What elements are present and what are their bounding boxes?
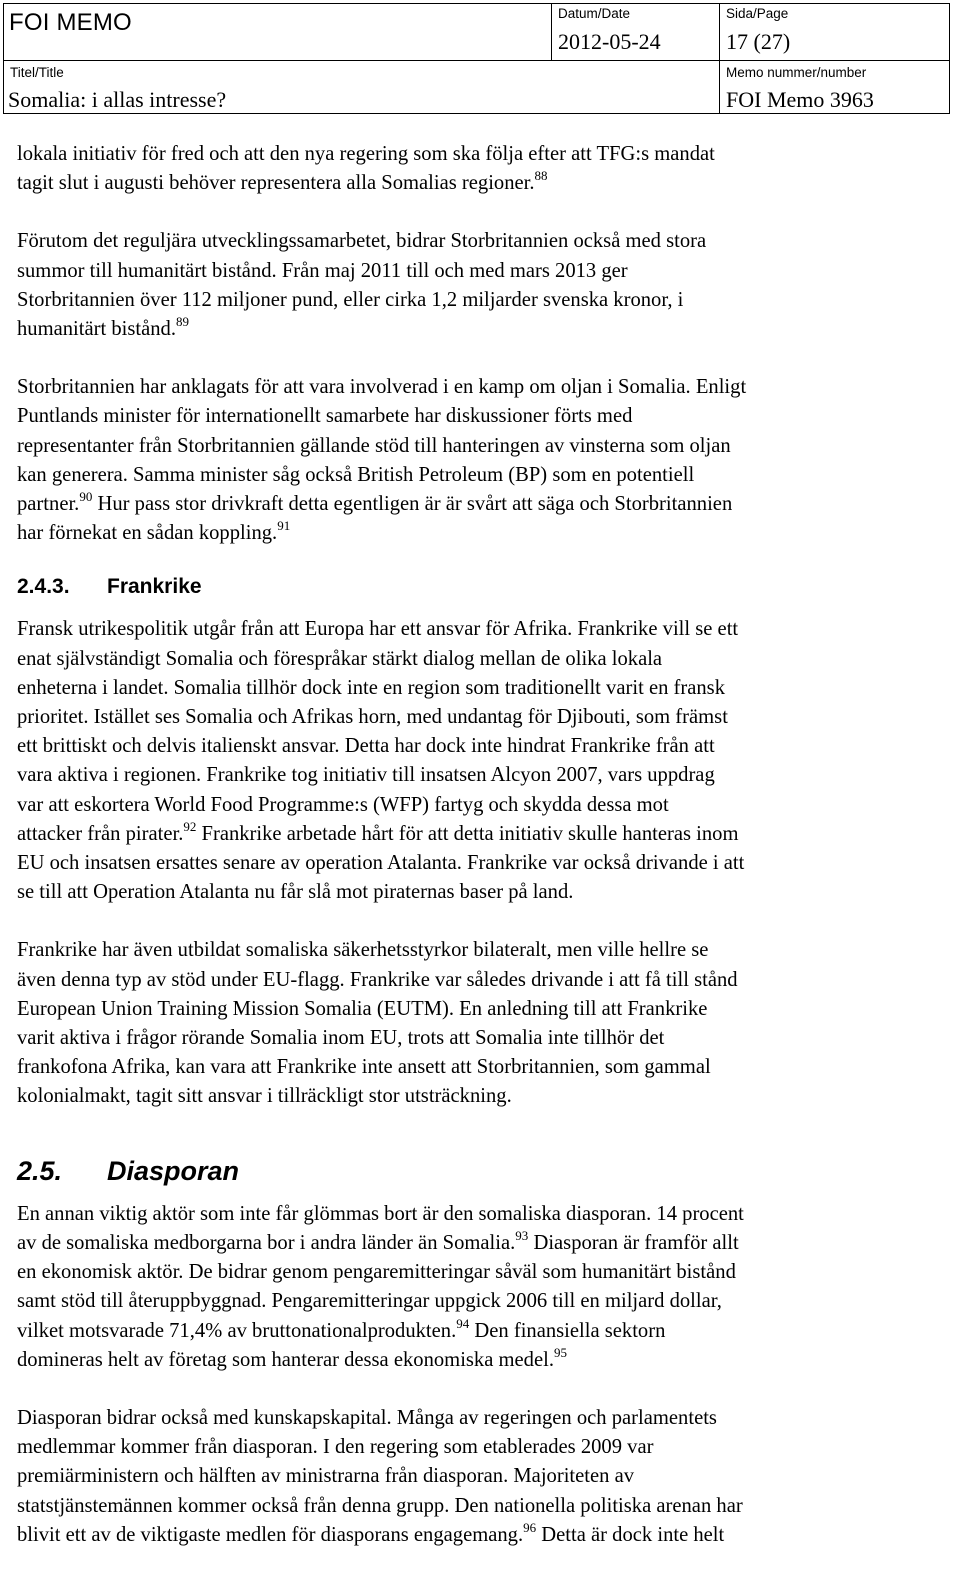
footnote-ref[interactable]: 94 <box>456 1315 470 1331</box>
paragraph-text: Storbritannien har anklagats för att vara involverad i en kamp om oljan i Somalia. Enligt Puntlands minister för internationellt samarbete har diskussioner förts med representanter från Storbritannien gällande stöd till hanteringen av vinsterna som oljan kan generera. Samma minister såg också British Petroleum (BP) som en potentiell partner. <box>17 376 747 516</box>
footnote-ref[interactable]: 90 <box>79 489 93 505</box>
paragraph <box>17 373 942 548</box>
section-number: 2.4.3. <box>17 575 70 599</box>
footnote-ref[interactable]: 93 <box>515 1227 529 1243</box>
date-label: Datum/Date <box>558 6 631 21</box>
paragraph-text: En annan viktig aktör som inte får glömmas bort är den somaliska diasporan. 14 procent av de somaliska medborgarna bor i andra länder än Somalia. <box>17 1202 744 1254</box>
paragraph <box>17 140 942 198</box>
section-number: 2.5. <box>17 1155 63 1186</box>
page-value: 17 (27) <box>726 29 791 54</box>
document-body <box>17 140 942 1550</box>
header-page-cell <box>719 4 949 60</box>
header-title-cell <box>4 60 719 113</box>
paragraph <box>17 936 942 1111</box>
footnote-ref[interactable]: 89 <box>176 314 189 330</box>
paragraph-text: Diasporan är framför allt en ekonomisk aktör. De bidrar genom pengaremitteringar såväl som humanitärt bistånd samt stöd till återuppbyggnad. Pengaremitteringar uppgick 2006 till en miljard dollar, vilket motsvarade 71,4% av bruttonationalprodukten. <box>17 1231 739 1342</box>
paragraph-text: Hur pass stor drivkraft detta egentligen är är svårt att säga och Storbritannien har förnekat en sådan koppling. <box>17 493 733 545</box>
paragraph <box>17 1404 942 1550</box>
section-title: Frankrike <box>107 575 202 599</box>
header-memo-cell <box>719 60 949 113</box>
paragraph-text: Förutom det reguljära utvecklingssamarbetet, bidrar Storbritannien också med stora summor till humanitärt bistånd. Från maj 2011 till och med mars 2013 ger Storbritannien över 112 miljoner pund, eller cirka 1,2 miljarder svenska kronor, i humanitärt bistånd. <box>17 230 707 341</box>
header-org-cell <box>4 4 551 60</box>
page-label: Sida/Page <box>726 6 789 21</box>
section-title: Diasporan <box>107 1155 240 1186</box>
title-value: Somalia: i allas intresse? <box>8 87 227 112</box>
paragraph <box>17 1200 942 1375</box>
paragraph-text: Diasporan bidrar också med kunskapskapital. Många av regeringen och parlamentets medlemmar kommer från diasporan. I den regering som etablerades 2009 var premiärministern och hälften av ministrarna från diasporan. Majoriteten av statstjänstemännen kommer också från denna grupp. Den nationella politiska arenan har blivit ett av de viktigaste medlen för diasporans engagemang. <box>17 1406 743 1546</box>
memo-header <box>3 3 950 114</box>
footnote-ref[interactable]: 96 <box>523 1519 537 1535</box>
footnote-ref[interactable]: 95 <box>553 1344 567 1360</box>
paragraph <box>17 615 942 907</box>
paragraph-text: Detta är dock inte helt <box>536 1523 725 1546</box>
memo-number: FOI Memo 3963 <box>726 87 874 112</box>
footnote-ref[interactable]: 92 <box>183 818 197 834</box>
section-heading-frankrike <box>17 572 942 601</box>
paragraph-text: lokala initiativ för fred och att den nya regering som ska följa efter att TFG:s mandat tagit slut i augusti behöver representera alla Somalias regioner. <box>17 143 715 195</box>
org-name: FOI MEMO <box>9 9 132 36</box>
title-label: Titel/Title <box>10 65 64 80</box>
paragraph-text: Frankrike har även utbildat somaliska säkerhetsstyrkor bilateralt, men ville hellre se även denna typ av stöd under EU-flagg. Frankrike var således drivande i att få till stånd European Union Training Mission Somalia (EUTM). En anledning till att Frankrike varit aktiva i frågor rörande Somalia inom EU, trots att Somalia inte tillhör det frankofona Afrika, kan vara att Frankrike inte ansett att Storbritannien, som gammal kolonialmakt, tagit sitt ansvar i tillräckligt stor utsträckning. <box>17 939 738 1108</box>
footnote-ref[interactable]: 91 <box>277 518 291 534</box>
section-heading-diasporan <box>17 1154 942 1188</box>
paragraph-text: Den finansiella sektorn domineras helt av företag som hanterar dessa ekonomiska medel. <box>17 1319 666 1371</box>
paragraph-text: Frankrike arbetade hårt för att detta initiativ skulle hanteras inom EU och insatsen ersattes senare av operation Atalanta. Frankrike var också drivande i att se till att Operation Atalanta nu får slå mot piraternas baser på land. <box>17 822 745 904</box>
header-date-cell <box>551 4 719 60</box>
date-value: 2012-05-24 <box>558 29 661 54</box>
memo-label: Memo nummer/number <box>726 65 867 80</box>
paragraph-text: Fransk utrikespolitik utgår från att Europa har ett ansvar för Afrika. Frankrike vill se ett enat självständigt Somalia och förespråkar stärkt dialog mellan de olika lokala enheterna i landet. Somalia tillhör dock inte en region som traditionellt varit en fransk prioritet. Istället ses Somalia och Afrikas horn, med undantag för Djibouti, som främst ett brittiskt och delvis italienskt ansvar. Detta har dock inte hindrat Frankrike från att vara aktiva i regionen. Frankrike tog initiativ till insatsen Alcyon 2007, vars uppdrag var att eskortera World Food Programme:s (WFP) fartyg och skydda dessa mot attacker från pirater. <box>17 618 739 845</box>
footnote-ref[interactable]: 88 <box>534 168 548 184</box>
paragraph <box>17 227 942 344</box>
